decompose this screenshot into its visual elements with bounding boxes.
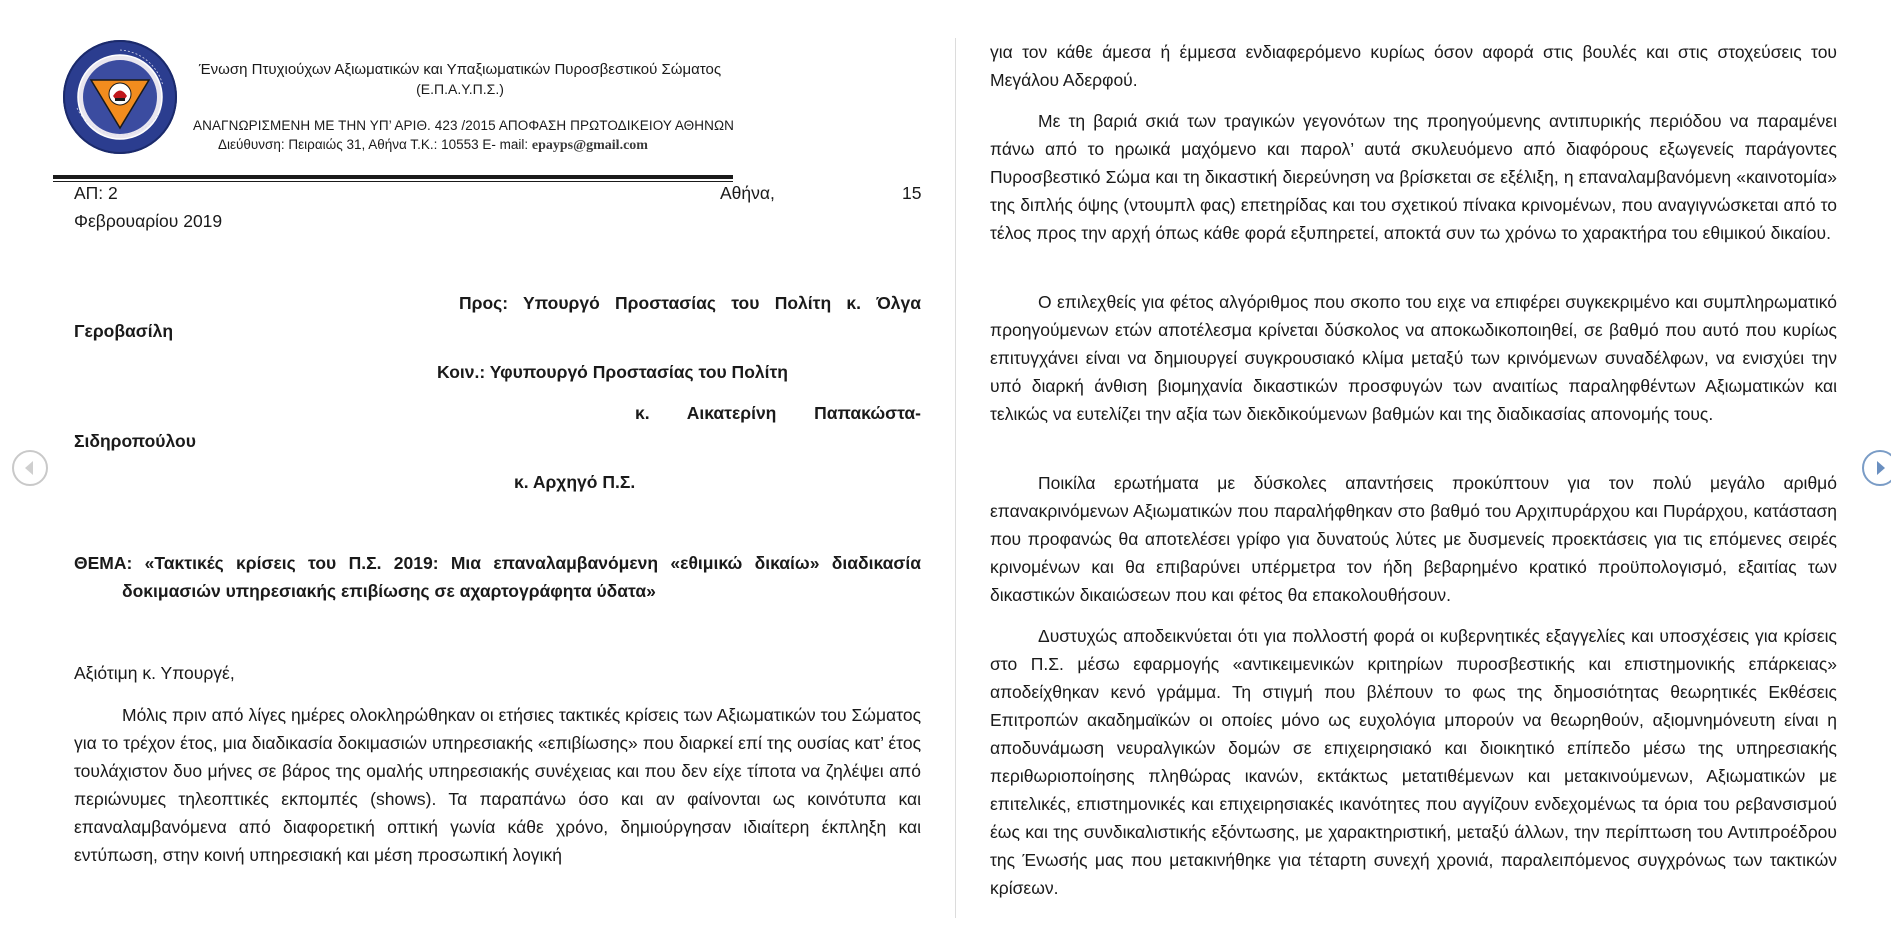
date-month-year: Φεβρουαρίου 2019 — [74, 211, 223, 231]
city: Αθήνα, — [720, 183, 775, 203]
letterhead-rule-thin — [53, 181, 733, 182]
body-paragraph-1: Μόλις πριν από λίγες ημέρες ολοκληρώθηκαν οι ετήσιες τακτικές κρίσεις των Αξιωματικών του Σώματος για το τρέχον έτος, μια διαδικασία δοκιμασιών υπηρεσιακής «επιβίωσης» που διαρκεί επί της ουσίας κατ’ έτος τουλάχιστον δυο μήνες σε βάρος της ομαλής υπηρεσιακής συνέχειας και που δεν είχε τίποτα να ζηλέψει από περιώνυμες τηλεοπτικές εκπομπές (shows). Τα παραπάνω όσο και αν φαίνονται ως κοινότυπα και επαναλαμβανόμενα από διαφορετική οπτική γωνία κάθε χρόνο, δημιούργησαν ιδιαίτερη έκπληξη και εντύπωση, στην κοινή υπηρεσιακή και μέση προσωπική λογική — [74, 705, 921, 865]
address-line — [218, 137, 648, 154]
fire-service-emblem-icon — [61, 38, 179, 156]
subject: ΘΕΜΑ: «Τακτικές κρίσεις του Π.Σ. 2019: Μια επαναλαμβανόμενη «εθιμικώ δικαίω» διαδικασία δοκιμασιών υπηρεσιακής επιβίωσης σε αχαρτογράφητα ύδατα» — [74, 553, 921, 601]
body-paragraph-5: Δυστυχώς αποδεικνύεται ότι για πολλοστή φορά οι κυβερνητικές εξαγγελίες και υποσχέσεις για κρίσεις στο Π.Σ. μέσω εφαρμογής «αντικειμενικών κριτηρίων πυροσβεστικής και επιστημονικής επάρκειας» αποδείχθηκαν κενό γράμμα. Τη στιγμή που βλέπουν το φως της δημοσιότητας θεωρητικές Εκθέσεις Επιτροπών ακαδημαϊκών οι οποίες μόνο ως ευχολόγια μπορούν να θεωρηθούν, αξιομνημόνευτη είναι η αποδυνάμωση νευραλγικών δομών σε επιχειρησιακό και διοικητικό επίπεδο μέσω της υπηρεσιακής περιθωριοποίησης πληθώρας ικανών, εκτάκτως μετατιθέμενων και μετακινούμενων, Αξιωματικών με επιτελικές, επιστημονικές και επιχειρησιακές ικανότητες που αγγίζουν ενδεχομένως τα όρια του ρεβανσισμού έως και της συνδικαλιστικής εξόντωσης, με χαρακτηριστική, μεταξύ άλλων, την περίπτωση του Αντιπροέδρου της Ένωσής μας που μετακινήθηκε για τέταρτη συνεχή χρονιά, παραλειπόμενος συγχρόνως των τακτικών κρίσεων. — [990, 626, 1837, 898]
protocol-number: ΑΠ: 2 — [74, 183, 118, 203]
recipient-to-line: Προς: Υπουργό Προστασίας του Πολίτη κ. Όλγα — [459, 293, 921, 313]
organization-abbreviation: (Ε.Π.Α.Υ.Π.Σ.) — [416, 81, 504, 97]
chevron-left-icon — [14, 452, 46, 484]
body-paragraph-4: Ποικίλα ερωτήματα με δύσκολες απαντήσεις προκύπτουν για τον πολύ μεγάλο αριθμό επανακρινόμενων Αξιωματικών που παραλήφθηκαν στο βαθμό του Αρχιπυράρχου και Πυράρχου, κατάσταση που προφανώς θα αποτελέσει γρίφο για δυνατούς λύτες με δυσμενείς προεκτάσεις για τις επόμενες σειρές κρινομένων και θα επιβαρύνει υπέρμετρα τον ήδη βεβαρημένο κρατικό προϋπολογισμό, εξαιτίας των δικαστικών δικαιώσεων που και φέτος θα επακολουθήσουν. — [990, 473, 1837, 605]
recipient-chief: κ. Αρχηγό Π.Σ. — [514, 472, 636, 492]
organization-name: Ένωση Πτυχιούχων Αξιωματικών και Υπαξιωματικών Πυροσβεστικού Σώματος — [198, 61, 722, 78]
recipient-to-name: Γεροβασίλη — [74, 321, 174, 341]
date-day: 15 — [902, 183, 922, 203]
body-paragraph-3: Ο επιλεχθείς για φέτος αλγόριθμος που σκοπο του ειχε να επιφέρει συγκεκριμένο και συμπληρωματικό προηγούμενων ετών αποτέλεσμα κρίνεται δύσκολος να αποκωδικοποιηθεί, σε βαθμό που αυτό που κυρίως επιτυγχάνει είναι να δημιουργεί συγκρουσιακό κλίμα μεταξύ των κρινόμενων συναδέλφων, να ενισχύει την υπό διαρκή άνθιση βιομηχανία δικαστικών προσφυγών των αναιτίως παραληφθέντων Αξιωματικών και τελικώς να ευτελίζει την αξία των διεκδικούμενων βαθμών και της διαδικασίας απονομής τους. — [990, 292, 1837, 424]
address-text: Διεύθυνση: Πειραιώς 31, Αθήνα Τ.Κ.: 10553 E- mail: — [218, 137, 532, 152]
recipient-cc-name-cont: Σιδηροπούλου — [74, 431, 196, 451]
next-page-button[interactable] — [1862, 450, 1891, 486]
page-divider — [955, 38, 956, 918]
chevron-right-icon — [1864, 452, 1891, 484]
email-address: epayps@gmail.com — [531, 138, 648, 153]
previous-page-button[interactable] — [12, 450, 48, 486]
letterhead-rule-thick — [53, 175, 733, 179]
body-paragraph-2: Με τη βαριά σκιά των τραγικών γεγονότων της προηγούμενης αντιπυρικής περιόδου να παραμένει πάνω από το ηρωικά μαχόμενο και παρολ’ αυτά σκυλευόμενο από διαφόρους εξωγενείς παράγοντες Πυροσβεστικό Σώμα και τη δικαστική διερεύνηση να βρίσκεται σε εξέλιξη, η επαναλαμβανόμενη «καινοτομία» της διπλής όψης (ντουμπλ φας) επετηρίδας και του σχετικού πίνακα κρινομένων, που αναγιγνώσκεται από το τέλος προς την αρχή όπως κάθε φορά εξυπηρετεί, αποκτά συν τω χρόνω το χαρακτήρα του εθιμικού δικαίου. — [990, 111, 1837, 243]
recognition-line: ΑΝΑΓΝΩΡΙΣΜΕΝΗ ΜΕ ΤΗΝ ΥΠ’ ΑΡΙΘ. 423 /2015 ΑΠΟΦΑΣΗ ΠΡΩΤΟΔΙΚΕΙΟΥ ΑΘΗΝΩΝ — [193, 118, 734, 133]
recipient-cc-name: κ. Αικατερίνη Παπακώστα- — [635, 403, 921, 423]
recipient-cc-line: Κοιν.: Υφυπουργό Προστασίας του Πολίτη — [437, 362, 788, 382]
continuation-paragraph: για τον κάθε άμεσα ή έμμεσα ενδιαφερόμενο κυρίως όσον αφορά στις βουλές και στις στοχεύσεις του Μεγάλου Αδερφού. — [990, 42, 1837, 90]
salutation: Αξιότιμη κ. Υπουργέ, — [74, 663, 235, 683]
